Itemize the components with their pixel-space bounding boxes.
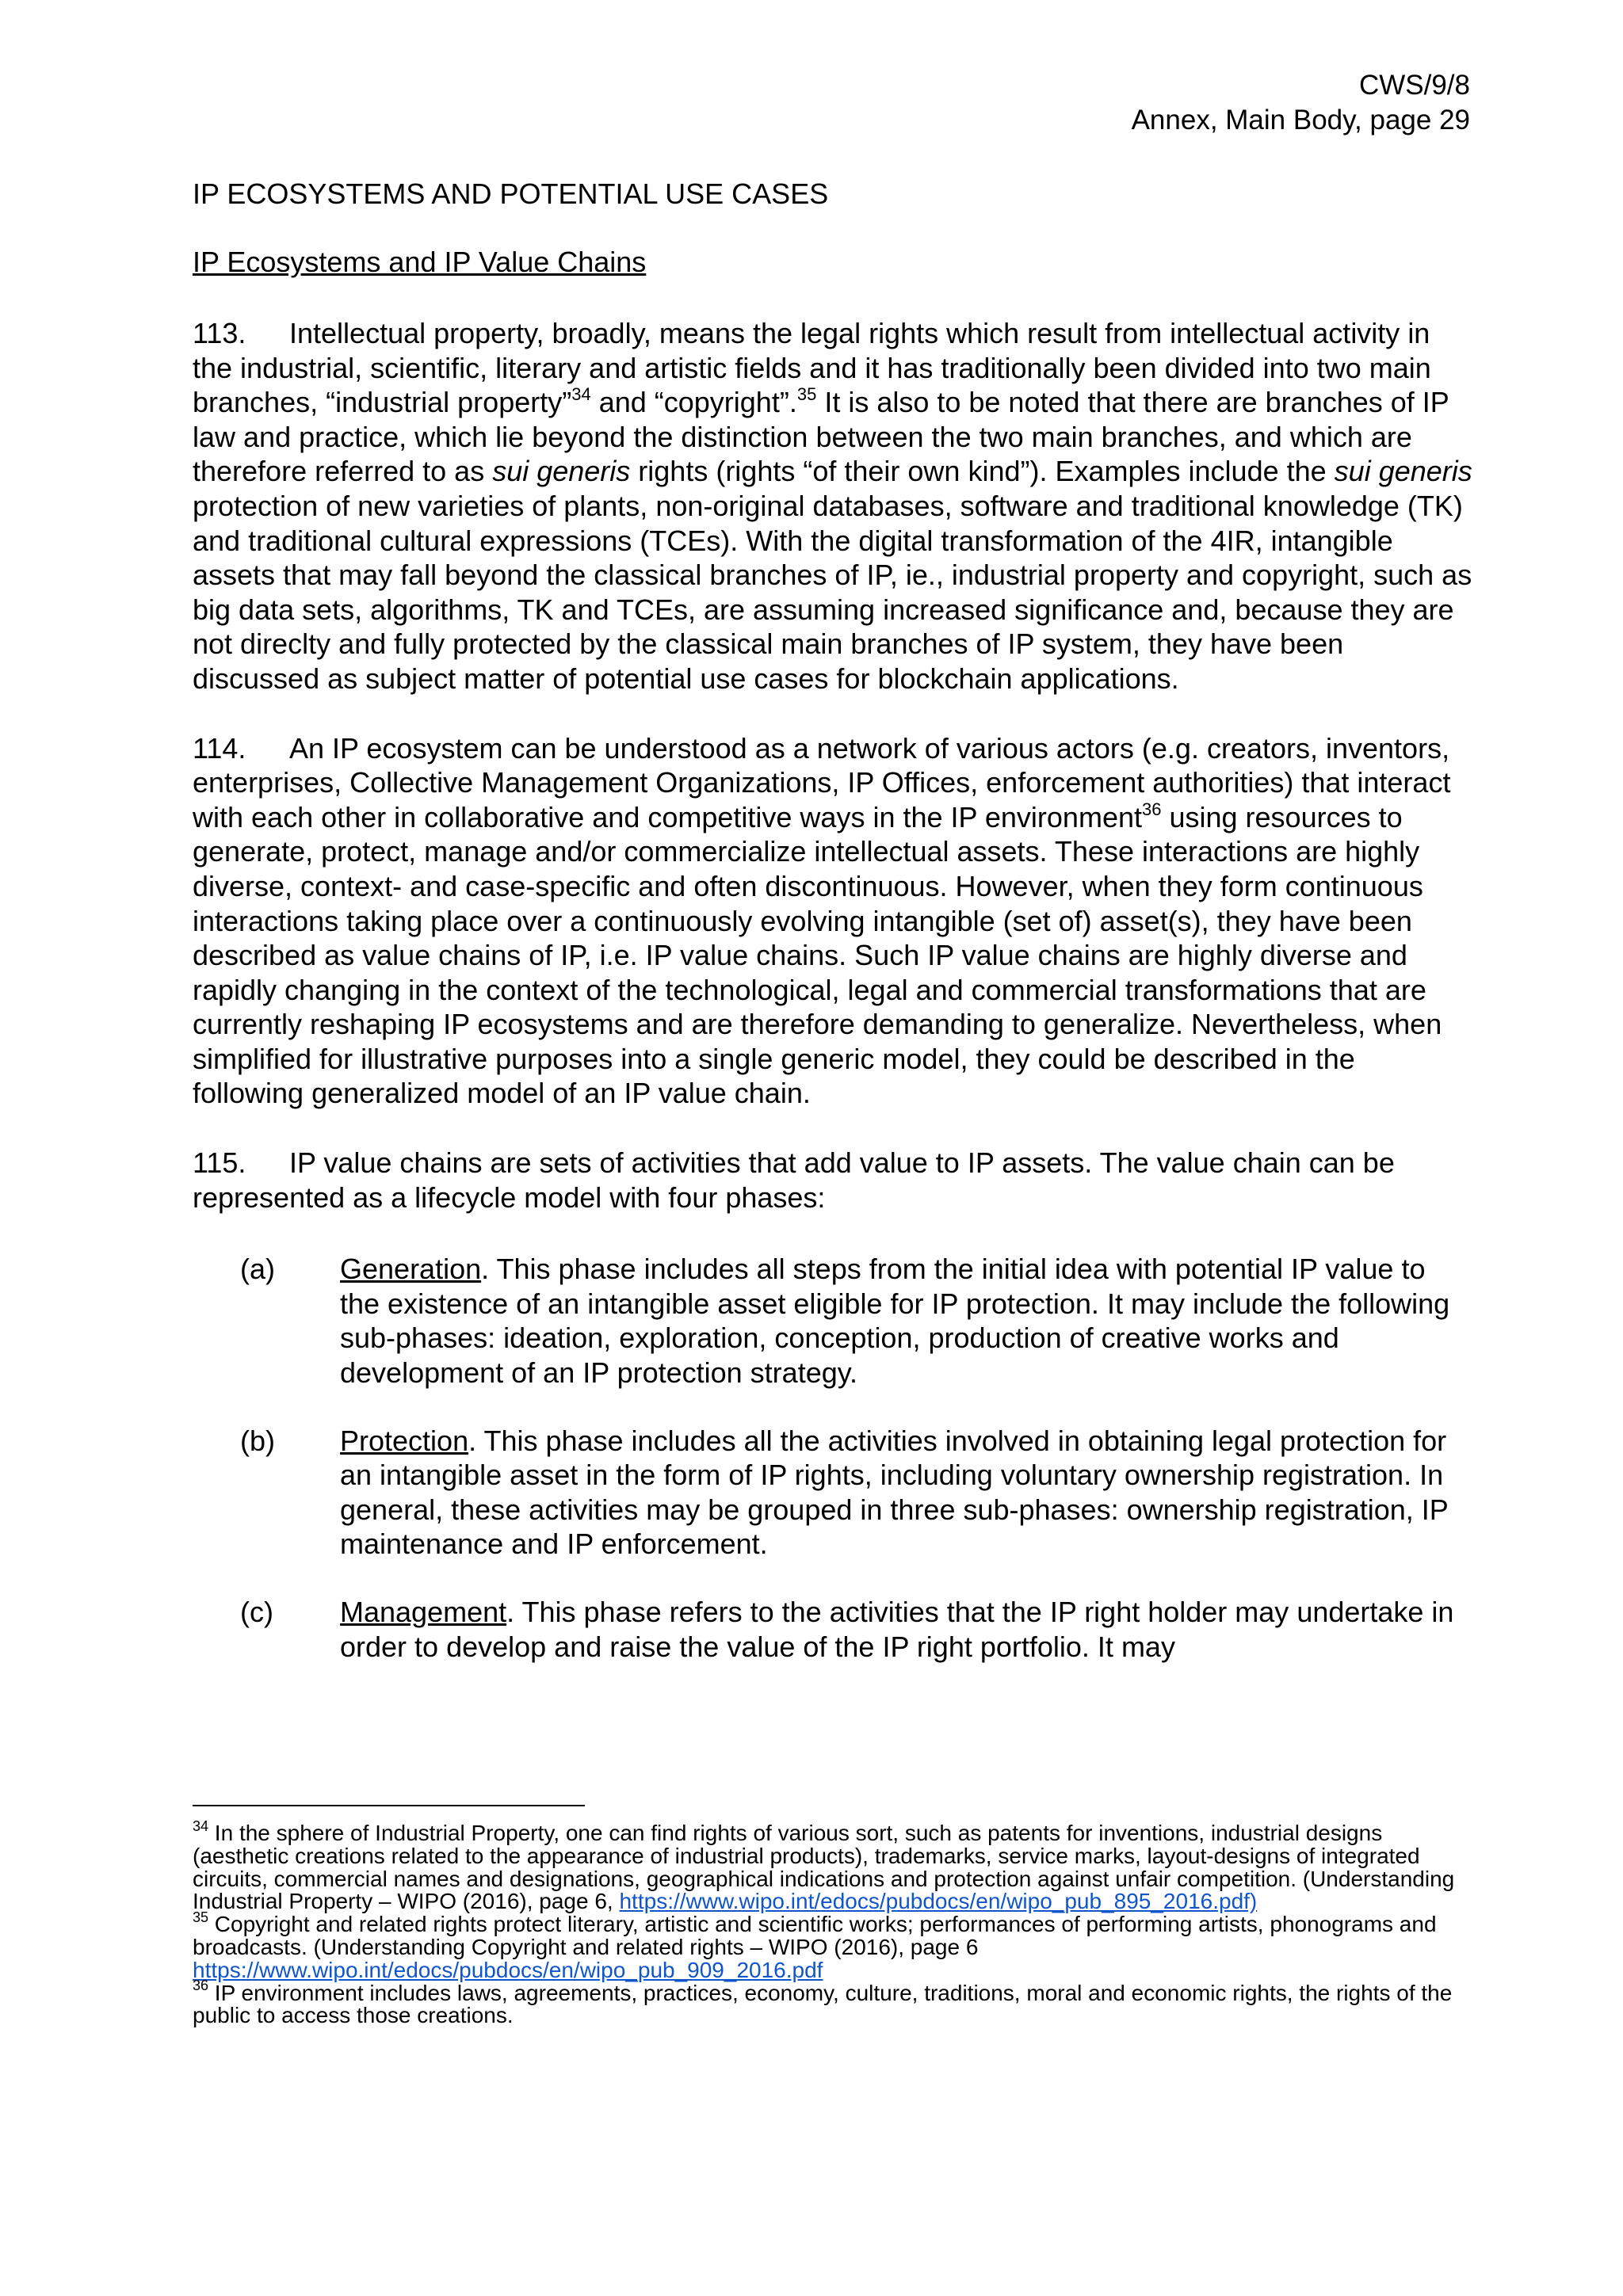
footnote-separator: [193, 1805, 585, 1806]
footnote-number: 35: [193, 1909, 209, 1925]
paragraph-115: [193, 1146, 1472, 1215]
phase-title: Generation: [340, 1253, 482, 1286]
footnote-number: 36: [193, 1978, 209, 1994]
footnote-reference[interactable]: 34: [571, 384, 591, 405]
subsection-heading: IP Ecosystems and IP Value Chains: [193, 246, 647, 278]
paragraph-113: [193, 316, 1472, 696]
paragraph-text: protection of new varieties of plants, non-original databases, software and traditional knowledge (TK) and traditional cultural expressions (TCEs). With the digital transformation of the 4IR, intangible assets that may fall beyond the classical branches of IP, ie., industrial property and copyright, such as big data sets, algorithms, TK and TCEs, are assuming increased significance and, because they are not direclty and fully protected by the classical main branches of IP system, they have been discussed as subject matter of potential use cases for blockchain applications.: [193, 489, 1472, 695]
footnote-text: In the sphere of Industrial Property, one can find rights of various sort, such as patents for inventions, industrial designs (aesthetic creations related to the appearance of industrial products), trademarks, service marks, layout-designs of integrated circuits, commercial names and designations, geographical indications and protection against unfair competition. (Understanding Industrial Property – WIPO (2016), page 6,: [193, 1821, 1455, 1914]
footnote-link[interactable]: https://www.wipo.int/edocs/pubdocs/en/wipo_pub_909_2016.pdf: [193, 1957, 823, 1982]
paragraph-text: using resources to generate, protect, manage and/or commercialize intellectual assets. These interactions are highly diverse, context- and case-specific and often discontinuous. However, when they form continuous interactions taking place over a continuously evolving intangible (set of) asset(s), they have been described as value chains of IP, i.e. IP value chains. Such IP value chains are highly diverse and rapidly changing in the context of the technological, legal and commercial transformations that are currently reshaping IP ecosystems and are therefore demanding to generalize. Nevertheless, when simplified for illustrative purposes into a single generic model, they could be described in the following generalized model of an IP value chain.: [193, 800, 1442, 1110]
italic-term: sui generis: [492, 455, 631, 488]
paragraph-number: 114.: [193, 731, 246, 765]
page-reference: Annex, Main Body, page 29: [1131, 105, 1470, 135]
phase-label: (c): [240, 1596, 273, 1628]
main-body: [193, 177, 1472, 1697]
footnote-link[interactable]: https://www.wipo.int/edocs/pubdocs/en/wipo_pub_895_2016.pdf): [619, 1889, 1258, 1914]
phase-text: . This phase refers to the activities that the IP right holder may undertake in order to develop and raise the value of the IP right portfolio. It may: [340, 1596, 1454, 1663]
section-heading: IP ECOSYSTEMS AND POTENTIAL USE CASES: [193, 177, 829, 210]
phase-title: Protection: [340, 1424, 469, 1457]
paragraph-114: [193, 731, 1472, 1112]
paragraph-text: rights (rights “of their own kind”). Examples include the: [630, 455, 1335, 488]
footnote-35: [193, 1909, 1476, 1982]
paragraph-text: and “copyright”.: [590, 386, 797, 419]
document-reference: CWS/9/8: [1358, 70, 1470, 101]
footnote-text: Copyright and related rights protect literary, artistic and scientific works; performances of performing artists, phonograms and broadcasts. (Understanding Copyright and related rights – WIPO (2016), page 6: [193, 1912, 1437, 1959]
paragraph-text: An IP ecosystem can be understood as a network of various actors (e.g. creators, inventors, enterprises, Collective Management Organizations, IP Offices, enforcement authorities) that interact with each other in collaborative and competitive ways in the IP environment: [193, 731, 1451, 833]
page-header: [1132, 68, 1470, 138]
italic-term: sui generis: [1334, 455, 1472, 488]
phase-label: (b): [240, 1424, 275, 1457]
footnote-36: [193, 1978, 1476, 2028]
footnote-text: IP environment includes laws, agreements, practices, economy, culture, traditions, moral and economic rights, the rights of the public to access those creations.: [193, 1980, 1453, 2028]
footnote-reference[interactable]: 35: [796, 384, 817, 405]
phase-label: (a): [240, 1253, 275, 1286]
footnote-number: 34: [193, 1817, 209, 1834]
footnote-34: [193, 1817, 1476, 1914]
phase-item-generation: [193, 1252, 1472, 1390]
phase-title: Management: [340, 1596, 507, 1628]
paragraph-text: IP value chains are sets of activities that add value to IP assets. The value chain can be represented as a lifecycle model with four phases:: [193, 1146, 1395, 1214]
footnote-reference[interactable]: 36: [1141, 799, 1162, 819]
paragraph-text: It is also to be noted that there are branches of IP law and practice, which lie beyond the distinction between the two main branches, and which are therefore referred to as: [193, 386, 1449, 488]
paragraph-text: Intellectual property, broadly, means the legal rights which result from intellectual activity in the industrial, scientific, literary and artistic fields and it has traditionally been divided into two main branches, “industrial property”: [193, 317, 1431, 419]
paragraph-number: 113.: [193, 317, 246, 349]
paragraph-number: 115.: [193, 1146, 246, 1180]
phase-item-management: [193, 1595, 1472, 1664]
phase-text: . This phase includes all steps from the initial idea with potential IP value to the existence of an intangible asset eligible for IP protection. It may include the following sub-phases: ideation, exploration, conception, production of creative works and development of an IP protection strategy.: [340, 1253, 1450, 1390]
phase-text: . This phase includes all the activities involved in obtaining legal protection for an intangible asset in the form of IP rights, including voluntary ownership registration. In general, these activities may be grouped in three sub-phases: ownership registration, IP maintenance and IP enforcement.: [340, 1424, 1449, 1561]
footnotes: [193, 1817, 1476, 2028]
phase-item-protection: [193, 1424, 1472, 1562]
